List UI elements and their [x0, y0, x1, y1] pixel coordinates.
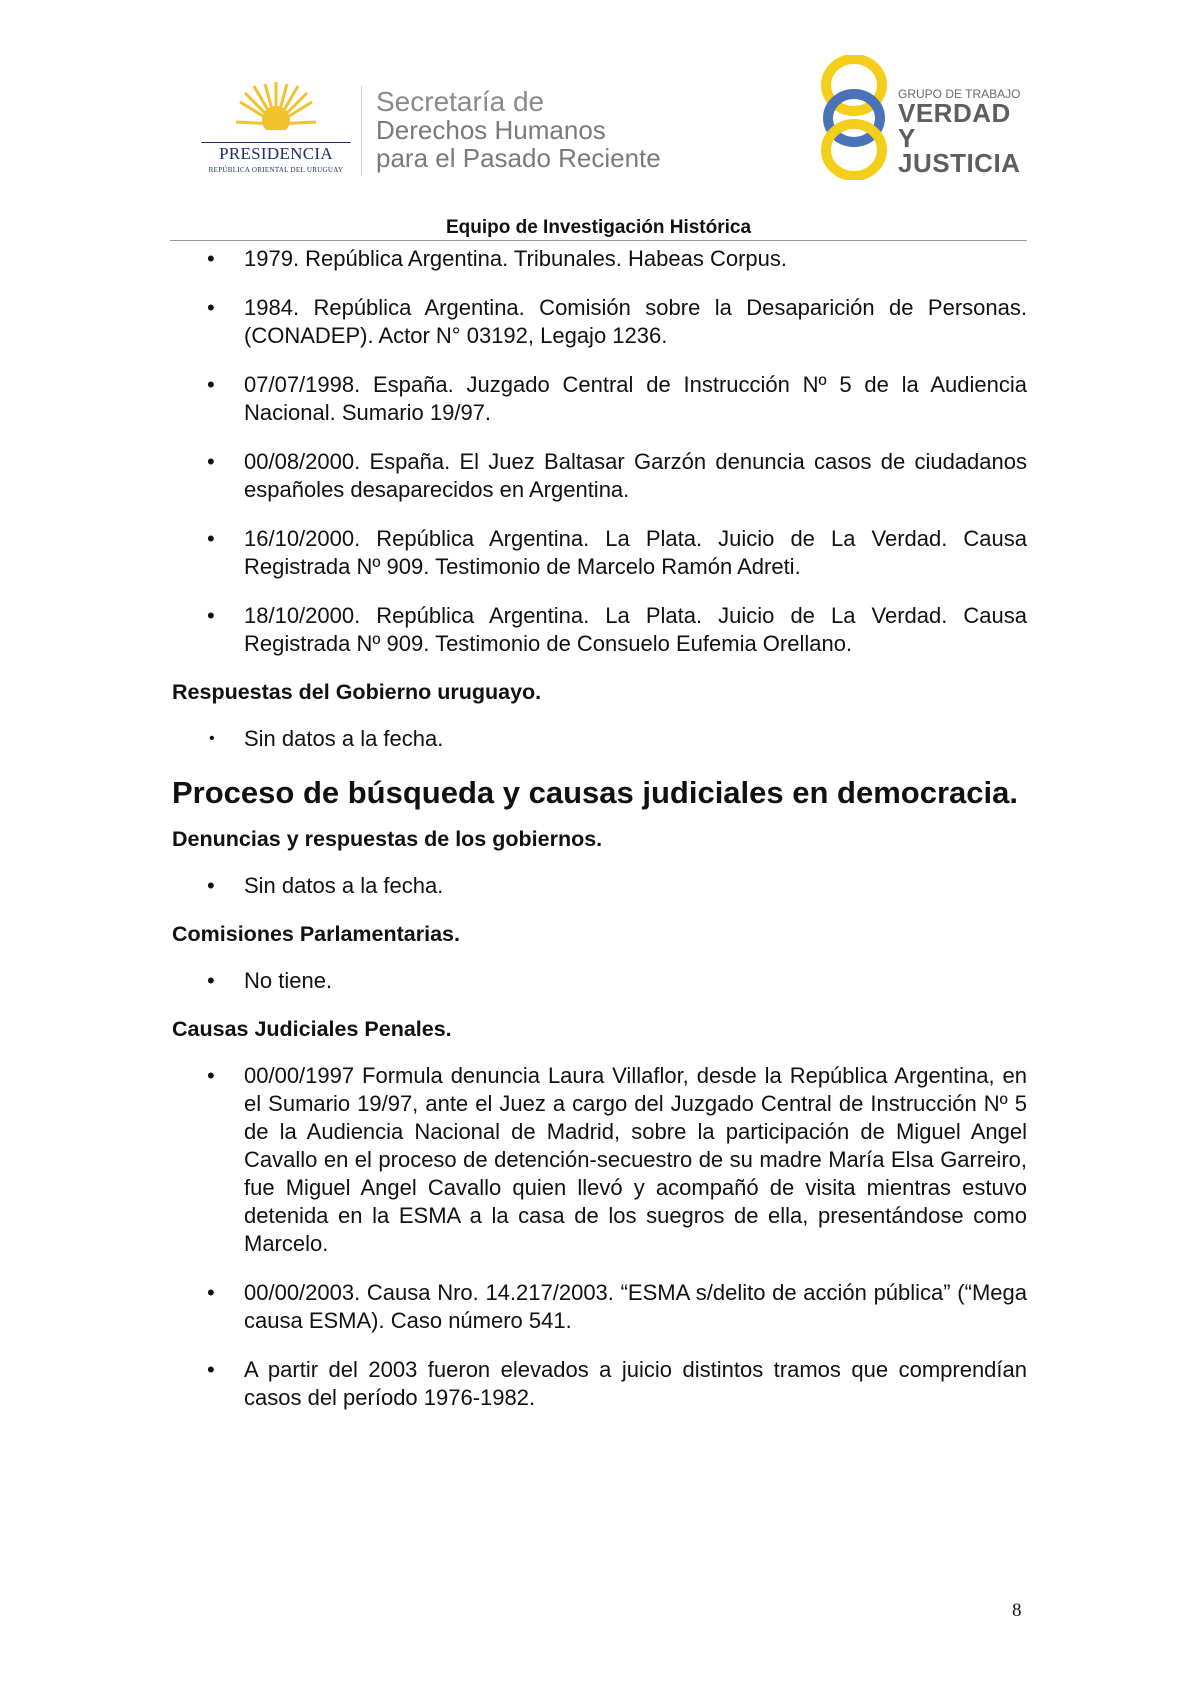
section-heading: Proceso de búsqueda y causas judiciales en democracia.	[172, 775, 1018, 810]
list-item: • 18/10/2000. República Argentina. La Plata. Juicio de La Verdad. Causa Registrada Nº 909. Testimonio de Consuelo Eufemia Orellano.	[172, 602, 1027, 658]
list-item: • 00/00/1997 Formula denuncia Laura Villaflor, desde la República Argentina, en el Sumario 19/97, ante el Juez a cargo del Juzgado Central de Instrucción Nº 5 de la Audiencia Nacional de Madrid, sobre la participación de Miguel Angel Cavallo en el proceso de detención-secuestro de su madre María Elsa Garreiro, fue Miguel Angel Cavallo quien llevó y acompañó de visita mientras estuvo detenida en la ESMA a la casa de los suegros de ella, presentándose como Marcelo.	[172, 1062, 1027, 1258]
presidencia-divider	[201, 142, 351, 143]
list-item: • Sin datos a la fecha.	[172, 725, 1027, 753]
records-list	[172, 245, 1027, 658]
list-item: • 00/00/2003. Causa Nro. 14.217/2003. “ESMA s/delito de acción pública” (“Mega causa ESMA). Caso número 541.	[172, 1279, 1027, 1335]
secretaria-line-3: para el Pasado Reciente	[376, 143, 661, 173]
list-item: • A partir del 2003 fueron elevados a juicio distintos tramos que comprendían casos del período 1976-1982.	[172, 1356, 1027, 1412]
verdad-justicia-logo	[818, 55, 1028, 180]
comisiones-list	[172, 967, 1027, 995]
grupo-small-label: GRUPO DE TRABAJO	[898, 87, 1021, 101]
page-header	[0, 0, 1190, 240]
linked-rings-icon	[818, 55, 896, 180]
respuestas-list	[172, 725, 1027, 753]
causas-heading: Causas Judiciales Penales.	[172, 1017, 452, 1041]
denuncias-heading: Denuncias y respuestas de los gobiernos.	[172, 827, 603, 851]
list-item: • No tiene.	[172, 967, 1027, 995]
denuncias-list	[172, 872, 1027, 900]
team-title: Equipo de Investigación Histórica	[445, 217, 752, 238]
list-item: • 1979. República Argentina. Tribunales. Habeas Corpus.	[172, 245, 1027, 273]
header-rule	[170, 240, 1027, 241]
secretaria-title	[376, 88, 661, 172]
secretaria-line-1: Secretaría de	[376, 86, 545, 117]
respuestas-heading: Respuestas del Gobierno uruguayo.	[172, 680, 542, 704]
presidencia-name: PRESIDENCIA	[219, 144, 333, 163]
list-item: • 16/10/2000. República Argentina. La Plata. Juicio de La Verdad. Causa Registrada Nº 909. Testimonio de Marcelo Ramón Adreti.	[172, 525, 1027, 581]
secretaria-line-2: Derechos Humanos	[376, 115, 606, 145]
list-item: • Sin datos a la fecha.	[172, 872, 1027, 900]
presidencia-logo	[196, 80, 356, 180]
list-item: • 07/07/1998. España. Juzgado Central de Instrucción Nº 5 de la Audiencia Nacional. Sumario 19/97.	[172, 371, 1027, 427]
causas-list	[172, 1062, 1027, 1412]
list-item: • 1984. República Argentina. Comisión sobre la Desaparición de Personas. (CONADEP). Actor N° 03192, Legajo 1236.	[172, 294, 1027, 350]
presidencia-subtitle: REPÚBLICA ORIENTAL DEL URUGUAY	[208, 166, 344, 174]
sun-emblem-icon	[236, 80, 316, 142]
list-item: • 00/08/2000. España. El Juez Baltasar Garzón denuncia casos de ciudadanos españoles desaparecidos en Argentina.	[172, 448, 1027, 504]
document-body	[172, 245, 1027, 1433]
comisiones-heading: Comisiones Parlamentarias.	[172, 922, 460, 946]
grupo-trabajo-text	[898, 87, 1028, 176]
page-number: 8	[1012, 1600, 1022, 1621]
logo-divider	[361, 86, 362, 176]
grupo-line-2: JUSTICIA	[898, 148, 1021, 178]
grupo-line-1: VERDAD Y	[898, 98, 1011, 153]
